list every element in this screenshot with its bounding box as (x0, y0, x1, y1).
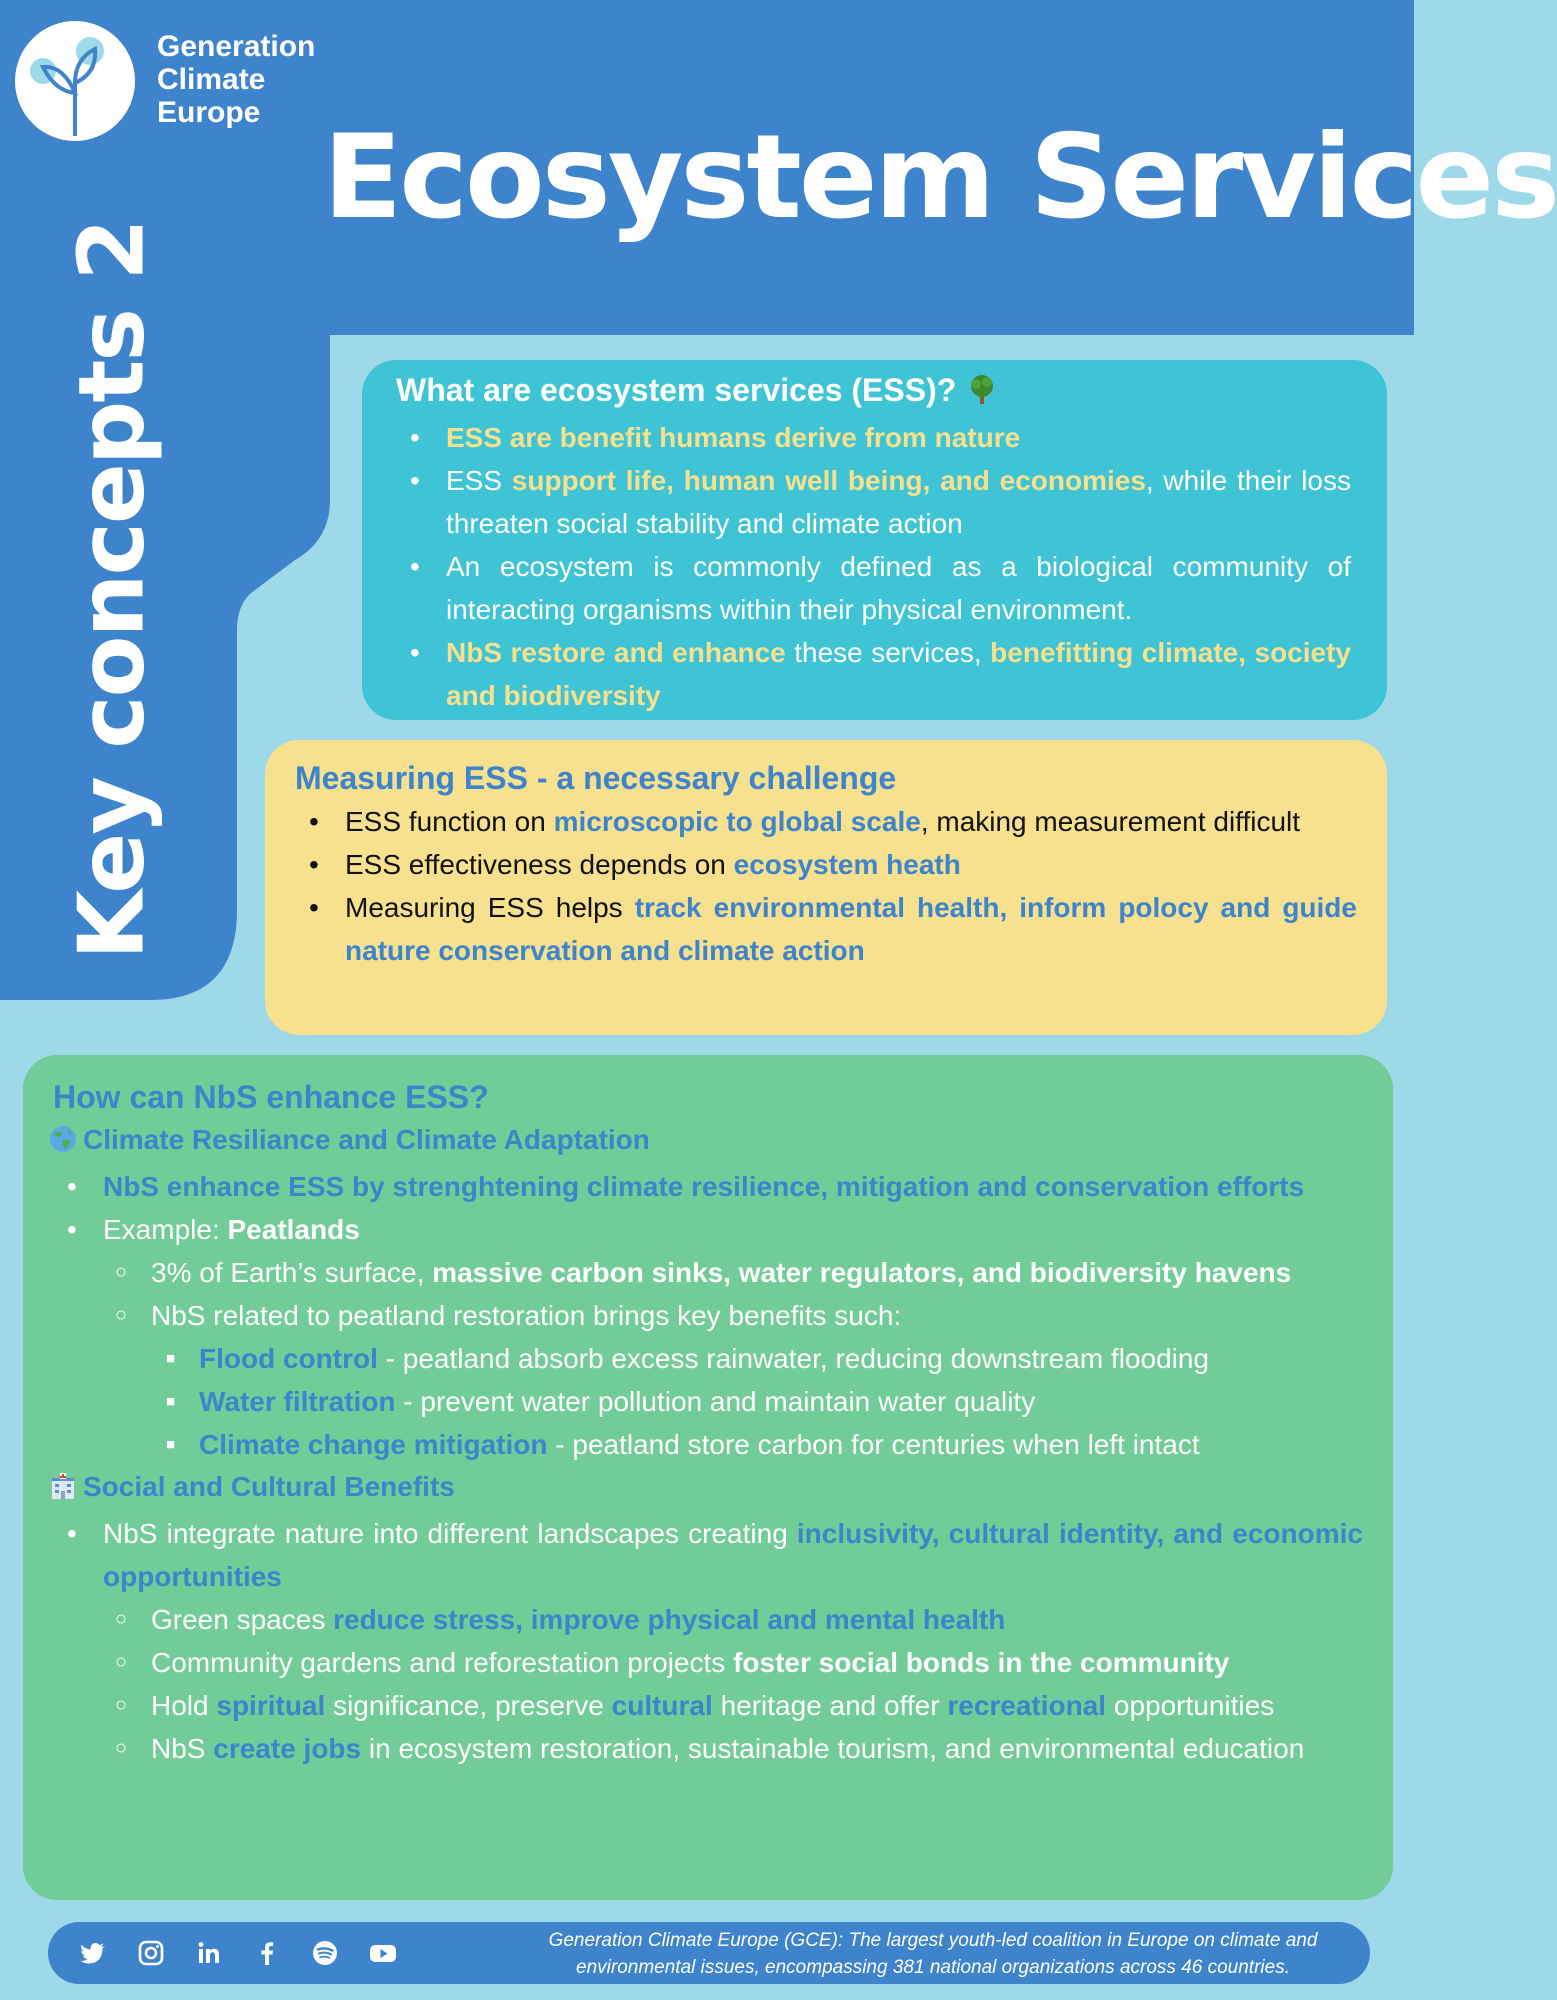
tree-icon (965, 372, 999, 416)
list-item (151, 1380, 1363, 1423)
social-item-3-highlight-1: spiritual (216, 1690, 326, 1721)
org-name-line-3: Europe (157, 96, 261, 129)
list-item (103, 1727, 1363, 1770)
benefit-1-text: - peatland absorb excess rainwater, reducing downstream flooding (377, 1343, 1209, 1374)
list-item (103, 1641, 1363, 1684)
climate-bullet-2-text: Example: (103, 1214, 228, 1245)
list-item (396, 416, 1351, 459)
list-item (396, 545, 1351, 631)
list-item (103, 1251, 1363, 1294)
benefit-3-highlight: Climate change mitigation (199, 1429, 548, 1460)
social-links (78, 1938, 398, 1968)
ess-bullet-4-highlight-1: NbS restore and enhance (446, 637, 786, 668)
social-item-2-text: Community gardens and reforestation projects (151, 1647, 734, 1678)
org-name (157, 30, 315, 129)
measure-bullet-3-highlight: track environmental health, inform polocy and guide nature conservation and climate action (345, 892, 1357, 966)
ess-definition-card (362, 360, 1387, 720)
social-bullet-1-text: NbS integrate nature into different landscapes creating (103, 1518, 797, 1549)
social-item-3-highlight-3: recreational (947, 1690, 1107, 1721)
list-item (151, 1337, 1363, 1380)
measure-bullet-list (295, 800, 1357, 972)
social-item-4-text-end: in ecosystem restoration, sustainable tourism, and environmental education (361, 1733, 1305, 1764)
footer-bar (48, 1922, 1370, 1984)
measure-card-title: Measuring ESS - a necessary challenge (295, 760, 897, 796)
benefit-2-text: - prevent water pollution and maintain water quality (395, 1386, 1036, 1417)
social-item-2-highlight: foster social bonds in the community (733, 1647, 1230, 1678)
social-item-3-text-3: heritage and offer (712, 1690, 948, 1721)
social-item-4-text: NbS (151, 1733, 214, 1764)
list-item (396, 631, 1351, 717)
org-name-line-2: Climate (157, 63, 266, 96)
social-item-4-highlight: create jobs (213, 1733, 362, 1764)
ess-bullet-2-text-end: , while their loss threaten social stability and climate action (446, 465, 1351, 539)
list-item (295, 800, 1357, 843)
ess-bullet-4-text: these services, (785, 637, 991, 668)
social-item-1-text: Green spaces (151, 1604, 334, 1635)
measure-bullet-2-highlight: ecosystem heath (733, 849, 961, 880)
twitter-icon[interactable] (78, 1938, 108, 1968)
hospital-icon (49, 1470, 77, 1512)
ess-card-title-text: What are ecosystem services (ESS)? (396, 372, 957, 408)
ess-bullet-3: An ecosystem is commonly defined as a biological community of interacting organisms within their physical environment. (446, 551, 1351, 625)
org-name-line-1: Generation (157, 30, 316, 63)
measuring-ess-card (265, 740, 1387, 1035)
climate-bullet-2-highlight: Peatlands (227, 1214, 360, 1245)
list-item (53, 1208, 1363, 1466)
globe-icon (49, 1123, 77, 1165)
list-item (396, 459, 1351, 545)
nbs-card-title: How can NbS enhance ESS? (53, 1079, 489, 1115)
ess-bullet-list (396, 416, 1351, 717)
list-item (103, 1294, 1363, 1466)
instagram-icon[interactable] (136, 1938, 166, 1968)
measure-bullet-3-text: Measuring ESS helps (345, 892, 635, 923)
ess-bullet-2-highlight: support life, human well being, and economies (511, 465, 1146, 496)
list-item (53, 1165, 1363, 1208)
social-section-heading-text: Social and Cultural Benefits (83, 1471, 455, 1502)
peatland-item-1-text: 3% of Earth’s surface, (151, 1257, 433, 1288)
social-bullet-1-highlight: inclusivity, cultural identity, and economic opportunities (103, 1518, 1363, 1592)
spotify-icon[interactable] (310, 1938, 340, 1968)
linkedin-icon[interactable] (194, 1938, 224, 1968)
climate-section-heading-text: Climate Resiliance and Climate Adaptation (83, 1124, 650, 1155)
measure-bullet-1-text: ESS function on (345, 806, 554, 837)
climate-bullet-1: NbS enhance ESS by strenghtening climate resilience, mitigation and conservation efforts (103, 1171, 1305, 1202)
list-item (151, 1423, 1363, 1466)
footer-description: Generation Climate Europe (GCE): The largest youth-led coalition in Europe on climate and environmental issues, encompassing 381 national organizations across 46 countries. (548, 1930, 1318, 1978)
ess-card-title (396, 368, 1351, 416)
social-bullet-list (53, 1512, 1363, 1770)
social-item-3-text-4: opportunities (1106, 1690, 1275, 1721)
social-sublist (103, 1598, 1363, 1770)
list-item (103, 1684, 1363, 1727)
social-item-3-text-2: significance, preserve (325, 1690, 612, 1721)
list-item (53, 1512, 1363, 1770)
list-item (295, 886, 1357, 972)
ess-bullet-4-highlight-2: benefitting climate, society and biodiversity (446, 637, 1351, 711)
benefit-3-text: - peatland store carbon for centuries when left intact (547, 1429, 1200, 1460)
youtube-icon[interactable] (368, 1938, 398, 1968)
ess-bullet-2-text: ESS (446, 465, 512, 496)
social-item-1-highlight: reduce stress, improve physical and mental health (333, 1604, 1006, 1635)
measure-bullet-1-highlight: microscopic to global scale (553, 806, 921, 837)
climate-section-heading (49, 1119, 1363, 1165)
peatland-benefits-list (151, 1337, 1363, 1466)
measure-bullet-2-text: ESS effectiveness depends on (345, 849, 734, 880)
page-title: Ecosystem Services (323, 110, 1557, 245)
ess-bullet-1: ESS are benefit humans derive from nature (446, 422, 1021, 453)
list-item (295, 843, 1357, 886)
social-section-heading (49, 1466, 1363, 1512)
list-item (103, 1598, 1363, 1641)
social-item-3-text-1: Hold (151, 1690, 217, 1721)
facebook-icon[interactable] (252, 1938, 282, 1968)
nbs-enhance-card (23, 1055, 1393, 1900)
peatland-item-1-highlight: massive carbon sinks, water regulators, and biodiversity havens (432, 1257, 1292, 1288)
side-title: Key concepts 2 (59, 220, 165, 960)
climate-bullet-list (53, 1165, 1363, 1466)
benefit-2-highlight: Water filtration (199, 1386, 396, 1417)
benefit-1-highlight: Flood control (199, 1343, 378, 1374)
peatland-item-2: NbS related to peatland restoration brings key benefits such: (151, 1300, 902, 1331)
social-item-3-highlight-2: cultural (611, 1690, 713, 1721)
gce-logo[interactable] (15, 21, 135, 141)
measure-bullet-1-text-end: , making measurement difficult (920, 806, 1301, 837)
peatland-sublist (103, 1251, 1363, 1466)
